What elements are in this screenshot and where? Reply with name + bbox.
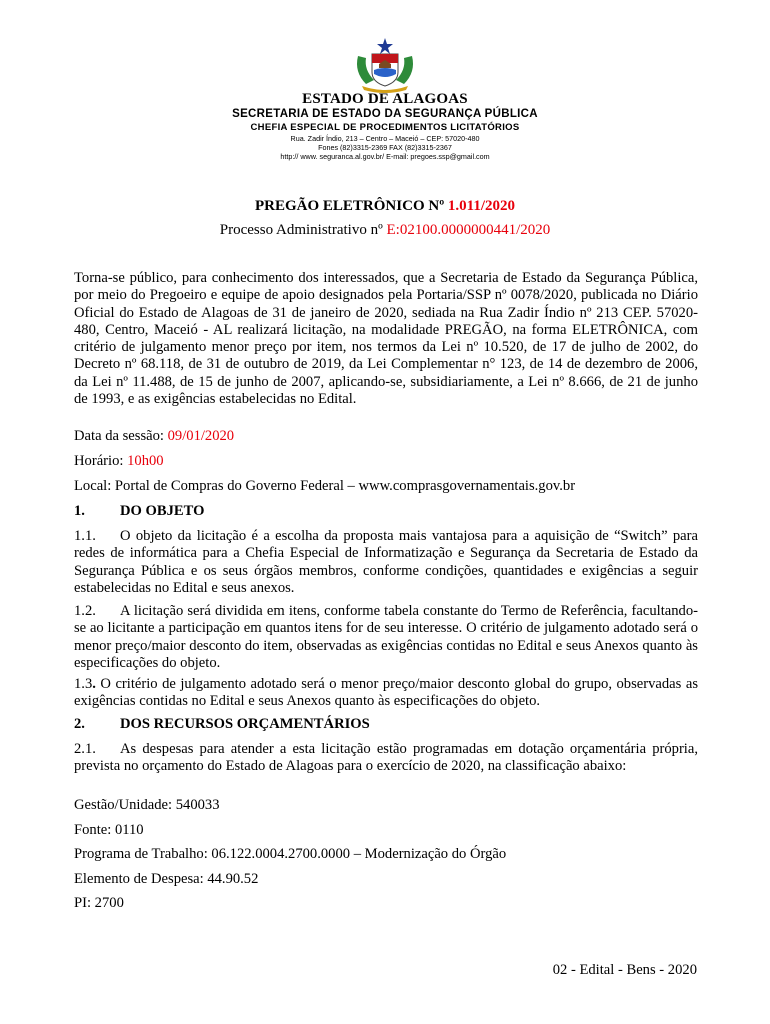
session-date-label: Data da sessão: [74, 428, 168, 444]
item-separator: . [92, 676, 96, 692]
budget-program: Programa de Trabalho: 06.122.0004.2700.0000 – Modernização do Órgão [74, 846, 507, 862]
header-phones: Fones (82)3315-2369 FAX (82)3315-2367 [318, 143, 452, 152]
process-number [0, 222, 770, 239]
header-state: ESTADO DE ALAGOAS [302, 91, 468, 107]
item-text: O objeto da licitação é a escolha da proposta mais vantajosa para a aquisição de “Switch” para redes de informática para a Chefia Especial de Informatização e Segurança da Secretaria de Estado da Segurança Pública e os seus órgãos membros, conforme condições, quantidades e exigências a seguir estabelecidas no Edital e seus anexos. [74, 528, 698, 596]
budget-unit: Gestão/Unidade: 540033 [74, 797, 220, 813]
item-number: 2.1. [74, 741, 96, 757]
item-number: 1.3 [74, 676, 93, 692]
session-date-value: 09/01/2020 [167, 428, 235, 444]
session-location: Local: Portal de Compras do Governo Federal – www.comprasgovernamentais.gov.br [74, 478, 576, 494]
section-1-item-2 [74, 603, 698, 672]
title-prefix: PREGÃO ELETRÔNICO Nº [255, 198, 448, 214]
item-text: A licitação será dividida em itens, conforme tabela constante do Termo de Referência, facultando-se ao licitante a participação em quantos itens for de seu interesse. O critério de julgamento adotado será o menor preço/maior desconto do item, observadas as exigências contidas no Edital e seus Anexos quanto às especificações do objeto. [74, 603, 698, 671]
section-2-title: DOS RECURSOS ORÇAMENTÁRIOS [120, 716, 370, 732]
coat-of-arms-icon [352, 36, 418, 94]
session-date [74, 428, 234, 445]
budget-expense-element: Elemento de Despesa: 44.90.52 [74, 871, 259, 887]
section-1-title: DO OBJETO [120, 503, 205, 519]
item-number: 1.2. [74, 603, 96, 619]
section-1-heading [74, 503, 204, 520]
section-2-heading [74, 716, 370, 733]
header-address: Rua. Zadir Índio, 213 – Centro – Maceió – CEP: 57020-480 [290, 134, 480, 143]
section-1-item-1 [74, 528, 698, 597]
title-number: 1.011/2020 [447, 198, 515, 214]
page-footer: 02 - Edital - Bens - 2020 [552, 962, 697, 978]
session-time-label: Horário: [74, 453, 128, 469]
section-1-item-3 [74, 676, 698, 711]
process-prefix: Processo Administrativo nº [219, 222, 387, 238]
item-text: O critério de julgamento adotado será o menor preço/maior desconto global do grupo, observadas as exigências contidas no Edital e seus Anexos quanto às especificações do objeto. [74, 676, 698, 710]
session-time-value: 10h00 [127, 453, 164, 469]
process-value: E:02100.0000000441/2020 [386, 222, 551, 238]
item-text: As despesas para atender a esta licitação estão programadas em dotação orçamentária própria, prevista no orçamento do Estado de Alagoas para o exercício de 2020, na classificação abaixo: [74, 741, 698, 775]
budget-pi: PI: 2700 [74, 895, 124, 911]
section-1-number: 1. [74, 503, 85, 519]
section-2-item-1 [74, 741, 698, 776]
intro-text: Torna-se público, para conhecimento dos interessados, que a Secretaria de Estado da Segurança Pública, por meio do Pregoeiro e equipe de apoio designados pela Portaria/SSP nº 0078/2020, publicada no Diário Oficial do Estado de Alagoas de 31 de janeiro de 2020, sediada na Rua Zadir Índio nº 213 CEP. 57020-480, Centro, Maceió - AL realizará licitação, na modalidade PREGÃO, na forma ELETRÔNICA, com critério de julgamento menor preço por item, nos termos da Lei nº 10.520, de 17 de julho de 2002, do Decreto nº 68.118, de 31 de outubro de 2019, da Lei Complementar n° 123, de 14 de dezembro de 2006, da Lei nº 11.488, de 15 de junho de 2007, aplicando-se, subsidiariamente, a Lei nº 8.666, de 21 de junho de 1993, e as exigências estabelecidas no Edital. [74, 270, 698, 408]
header-department: CHEFIA ESPECIAL DE PROCEDIMENTOS LICITATÓRIOS [250, 122, 520, 133]
budget-source: Fonte: 0110 [74, 822, 144, 838]
header-secretariat: SECRETARIA DE ESTADO DA SEGURANÇA PÚBLICA [232, 108, 538, 120]
session-time [74, 453, 164, 470]
section-2-number: 2. [74, 716, 85, 732]
item-number: 1.1. [74, 528, 96, 544]
intro-paragraph [74, 270, 698, 408]
header-web: http:// www. seguranca.al.gov.br/ E-mail: pregoes.ssp@gmail.com [280, 152, 490, 161]
document-title [0, 198, 770, 215]
